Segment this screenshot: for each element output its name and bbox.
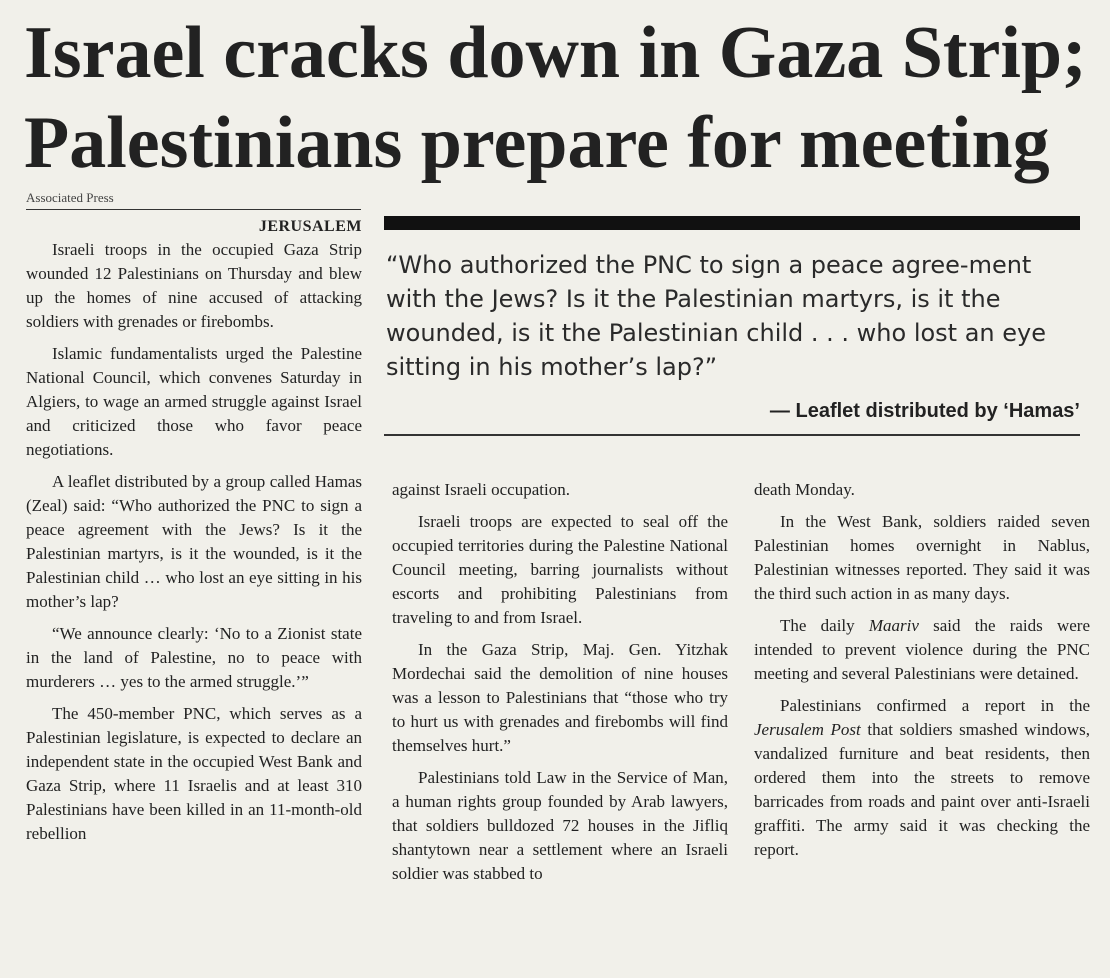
article-column-3 <box>754 478 1090 870</box>
pullquote-bottom-rule <box>384 434 1080 436</box>
paragraph: death Monday. <box>754 480 855 499</box>
pullquote-attribution: — Leaflet distributed by ‘Hamas’ <box>769 400 1080 422</box>
paragraph: Israeli troops are expected to seal off the occupied territories during the Palestine National Council meeting, barring journalists without escorts and prohibiting Palestinians from traveling to and from Israel. <box>392 512 728 627</box>
paragraph: Islamic fundamentalists urged the Palestine National Council, which convenes Saturday in Algiers, to wage an armed struggle against Israel and criticized those who favor peace negotiations. <box>26 344 362 459</box>
pullquote-text: “Who authorized the PNC to sign a peace agree-ment with the Jews? Is it the Palestinian martyrs, is it the wounded, is it the Palestinian child . . . who lost an eye sitting in his mother’s lap?” <box>386 251 1046 381</box>
text-run: The daily <box>780 616 869 635</box>
headline <box>24 8 1094 188</box>
headline-line-1: Israel cracks down in Gaza Strip; <box>24 12 1087 94</box>
paragraph: In the West Bank, soldiers raided seven Palestinian homes overnight in Nablus, Palestinian witnesses reported. They said it was the third such action in as many days. <box>754 512 1090 603</box>
paragraph: The 450-member PNC, which serves as a Palestinian legislature, is expected to declare an independent state in the occupied West Bank and Gaza Strip, where 11 Israelis and at least 310 Palestinians have been killed in an 11-month-old rebellion <box>26 704 362 843</box>
paragraph: against Israeli occupation. <box>392 480 570 499</box>
dateline: JERUSALEM <box>258 218 362 235</box>
text-run: that soldiers smashed windows, vandalized furniture and beat residents, then ordered them into the streets to remove barricades from roads and paint over anti-Israeli graffiti. The army said it was checking the report. <box>754 720 1090 859</box>
paragraph <box>754 614 1090 686</box>
paragraph: Palestinians told Law in the Service of Man, a human rights group founded by Arab lawyers, that soldiers bulldozed 72 houses in the Jifliq shantytown near a settlement where an Israeli soldier was stabbed to <box>392 768 728 883</box>
text-run: said the raids were intended to prevent violence during the PNC meeting and several Palestinians were detained. <box>754 616 1090 683</box>
article-column-2 <box>392 478 728 894</box>
headline-line-2: Palestinians prepare for meeting <box>24 102 1050 184</box>
publication-name: Jerusalem Post <box>754 720 861 739</box>
pullquote-top-bar <box>384 216 1080 230</box>
publication-name: Maariv <box>868 616 919 635</box>
byline: Associated Press <box>26 190 114 205</box>
text-run: Palestinians confirmed a report in the <box>780 696 1090 715</box>
paragraph: A leaflet distributed by a group called Hamas (Zeal) said: “Who authorized the PNC to sign a peace agreement with the Jews? Is it the Palestinian martyrs, is it the wounded, is it the Palestinian child … who lost an eye sitting in his mother’s lap? <box>26 472 362 611</box>
paragraph <box>754 694 1090 862</box>
paragraph: In the Gaza Strip, Maj. Gen. Yitzhak Mordechai said the demolition of nine houses was a lesson to Palestinians that “those who try to hurt us with grenades and firebombs will find themselves hurt.” <box>392 640 728 755</box>
paragraph: Israeli troops in the occupied Gaza Strip wounded 12 Palestinians on Thursday and blew up the homes of nine accused of attacking soldiers with grenades or firebombs. <box>26 240 362 331</box>
byline-rule <box>26 209 361 210</box>
article-column-1 <box>26 216 362 854</box>
paragraph: “We announce clearly: ‘No to a Zionist state in the land of Palestine, no to peace with murderers … yes to the armed struggle.’” <box>26 624 362 691</box>
